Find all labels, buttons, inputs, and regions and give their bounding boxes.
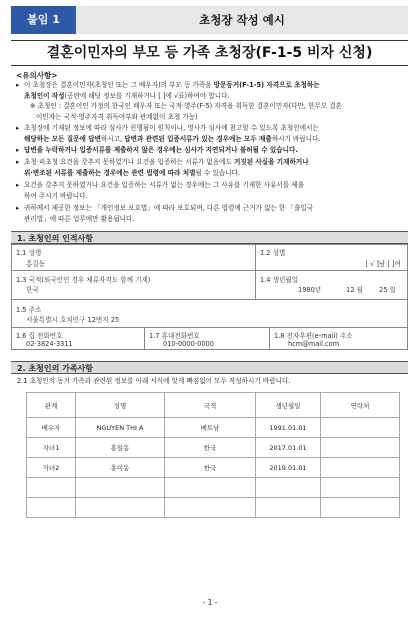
note-3: ▸ 답변을 누락하거나 입증서류를 제출하지 않은 경우에는 심사가 지연되거나 불허될 수 있습니다.: [16, 146, 298, 154]
email-value: hcm@mail.com: [288, 340, 340, 348]
gender-value: [ √ ]남 [ ]여: [365, 260, 401, 268]
cell-nationality: [165, 498, 256, 518]
birth-month: 12 월: [346, 286, 363, 294]
nationality-label: 1.3 국적(외국인인 경우 체류자격도 함께 기재): [16, 276, 151, 284]
cell-relation: [27, 498, 76, 518]
cell-contact: [321, 458, 400, 478]
note-4: ▸ 초청·피초청 요건을 갖추지 못하였거나 요건을 입증하는 서류가 없음에도 거짓된 사실을 기재하거나 위·변조된 서류를 제출하는 경우에는 관련 법령에 따라 처벌될 수 있습니다.: [16, 158, 309, 177]
cell-name: [76, 478, 165, 498]
cell-name: NGUYEN THI A: [76, 418, 165, 438]
table-row: [27, 498, 400, 518]
email-field: [269, 327, 408, 350]
header-title: 초청장 작성 예시: [199, 13, 285, 27]
cell-contact: [321, 478, 400, 498]
cell-nationality: [165, 478, 256, 498]
col-relation: 관계: [27, 393, 76, 418]
cell-nationality: 베트남: [165, 418, 256, 438]
table-row: [27, 418, 400, 438]
address-value: 서울특별시 호치민구 12번지 25: [26, 316, 120, 324]
mobile-phone-field: [144, 327, 270, 350]
gender-field: [255, 244, 408, 271]
gender-label: 1.2 성별: [260, 249, 286, 257]
col-contact: 연락처: [321, 393, 400, 418]
mobile-phone-label: 1.7 휴대전화번호: [149, 332, 200, 340]
page-number: - 1 -: [202, 598, 218, 607]
attachment-tag: 붙임 1: [11, 6, 76, 34]
family-table-wrap: [26, 392, 400, 518]
mobile-phone-value: 010-0000-0000: [163, 340, 214, 348]
cell-contact: [321, 498, 400, 518]
arrow-bullet-icon: ▸: [16, 124, 20, 132]
cell-birthdate: [256, 478, 321, 498]
document-title: 결혼이민자의 부모 등 가족 초청장(F-1-5 비자 신청): [11, 40, 408, 66]
cell-contact: [321, 418, 400, 438]
family-instruction: 2.1 초청인의 동거 가족과 관련된 정보를 아래 서식에 맞게 빠짐없이 모두 작성하시기 바랍니다.: [17, 377, 291, 385]
cell-relation: [27, 478, 76, 498]
table-row: [27, 438, 400, 458]
table-row: [27, 478, 400, 498]
home-phone-field: [11, 327, 145, 350]
cell-contact: [321, 438, 400, 458]
cell-birthdate: 2017.01.01: [256, 438, 321, 458]
cell-name: [76, 498, 165, 518]
col-birthdate: 생년월일: [256, 393, 321, 418]
nationality-field: [11, 270, 256, 300]
arrow-bullet-icon: ▸: [16, 81, 20, 89]
family-table: [26, 392, 400, 518]
col-name: 성명: [76, 393, 165, 418]
col-nationality: 국적: [165, 393, 256, 418]
cell-name: 홍이동: [76, 458, 165, 478]
note-2: ▸ 초청장에 기재된 정보에 따라 심사가 진행됨이 원칙이나, 영사가 심사에 참고할 수 있도록 초청인에서는 해당하는 모든 질문에 답변하시고, 답변과 관련된 입증서류가 있는 경우에는 모두 제출하시기 바랍니다.: [16, 124, 321, 143]
table-row: [27, 458, 400, 478]
arrow-bullet-icon: ▸: [16, 158, 20, 166]
email-label: 1.8 전자우편(e-mail) 주소: [274, 332, 353, 340]
name-value: 홍길동: [26, 260, 46, 268]
name-label: 1.1 성명: [16, 249, 42, 257]
birthdate-field: [255, 270, 408, 300]
home-phone-value: 02-3824-3311: [26, 340, 73, 348]
cell-relation: 자녀1: [27, 438, 76, 458]
birthdate-label: 1.4 생년월일: [260, 276, 299, 284]
address-label: 1.5 주소: [16, 306, 42, 314]
cell-name: 홍일동: [76, 438, 165, 458]
note-6: ▸ 귀하께서 제공한 정보는 「개인정보 보호법」에 따라 보호되며, 다른 법령에 근거가 없는 한 「출입국 관리법」에 따른 업무에만 활용됩니다.: [16, 204, 314, 223]
cell-relation: 배우자: [27, 418, 76, 438]
arrow-bullet-icon: ▸: [16, 204, 20, 212]
section-1-header: 1. 초청인의 인적사항: [11, 231, 408, 244]
note-1: ▸ 이 초청장은 결혼이민자(초청인 또는 그 배우자)의 부모 등 가족을 방문동거(F-1-5) 자격으로 초청하는 초청인이 작성(공란에 해당 정보를 기재하거나 [ ]에 √표)하여야 합니다. ※ 초청인 : 결혼이민 가정의 한국인 배우자 또는 국적·영주(F-5) 자격을 취득한 결혼이민자(다만, 한무모 결혼 이민자는 국적·영주자격 취득여부와 관계없이 초청 가능): [16, 81, 343, 121]
section-2-header: 2. 초청인의 가족사항: [11, 361, 408, 374]
cell-birthdate: 1991.01.01: [256, 418, 321, 438]
name-field: [11, 244, 256, 271]
family-table-header-row: [27, 393, 400, 418]
cell-birthdate: 2019.01.01: [256, 458, 321, 478]
birth-day: 25 일: [379, 286, 396, 294]
cell-birthdate: [256, 498, 321, 518]
cell-nationality: 한국: [165, 438, 256, 458]
note-5: ▸ 요건을 갖추지 못하였거나 요건을 입증하는 서류가 없는 경우에는 그 사유를 기재한 사유서를 제출 하여 주시기 바랍니다.: [16, 181, 304, 200]
address-field: [11, 299, 408, 328]
caution-heading: <유의사항>: [16, 71, 58, 80]
arrow-bullet-icon: ▸: [16, 181, 20, 189]
nationality-value: 한국: [26, 286, 39, 294]
arrow-bullet-icon: ▸: [16, 146, 20, 154]
cell-nationality: 한국: [165, 458, 256, 478]
cell-relation: 자녀2: [27, 458, 76, 478]
home-phone-label: 1.6 집 전화번호: [16, 332, 63, 340]
birth-year: 1980년: [298, 286, 322, 294]
